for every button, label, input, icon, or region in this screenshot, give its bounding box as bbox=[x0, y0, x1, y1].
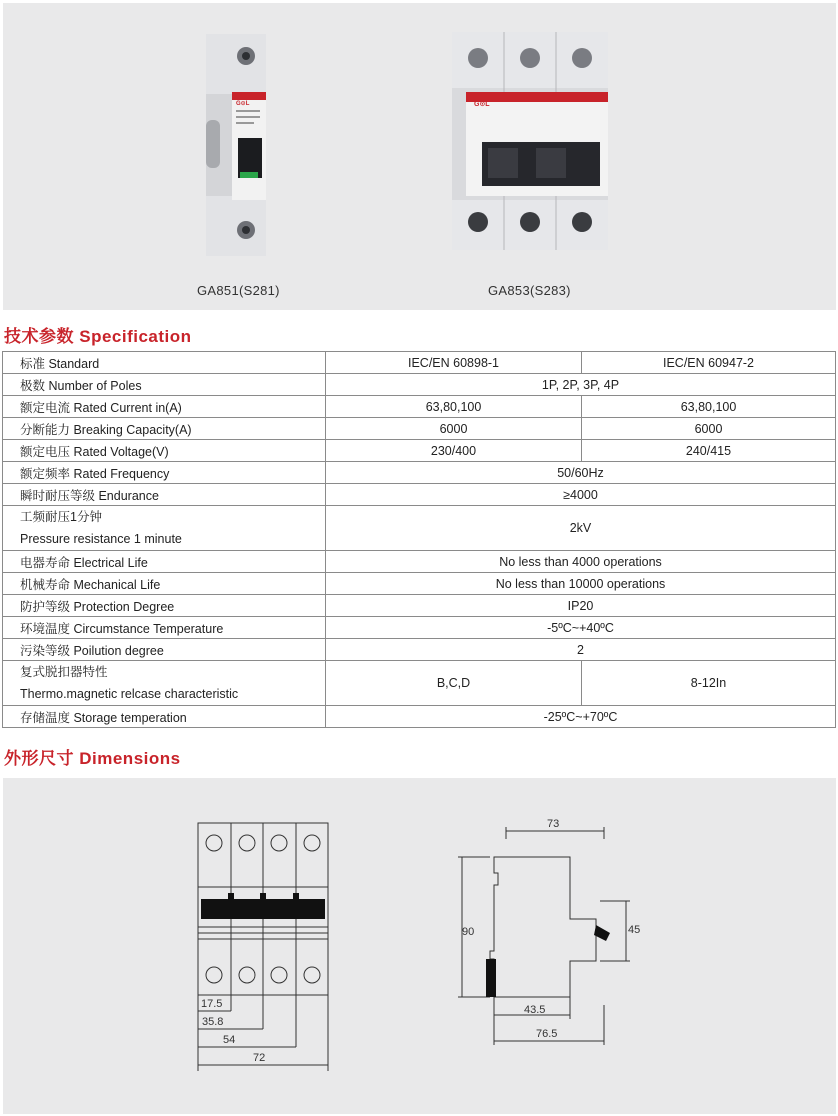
dim-section-title bbox=[4, 744, 181, 769]
spec-label-line2: Thermo.magnetic relcase characteristic bbox=[20, 687, 239, 701]
spec-row-pollution-degree bbox=[3, 639, 836, 661]
front-dim-35-8: 35.8 bbox=[202, 1016, 224, 1028]
spec-label: 防护等级 Protection Degree bbox=[3, 595, 326, 617]
spec-label: 电器寿命 Electrical Life bbox=[3, 551, 326, 573]
spec-label bbox=[3, 661, 326, 706]
breaker-1p-brand: G⊙L bbox=[236, 101, 250, 107]
spec-value: 2kV bbox=[326, 506, 836, 551]
breaker-3p-image bbox=[452, 32, 608, 250]
spec-label: 存储温度 Storage temperation bbox=[3, 706, 326, 728]
spec-label: 环境温度 Circumstance Temperature bbox=[3, 617, 326, 639]
spec-row-mechanical-life bbox=[3, 573, 836, 595]
side-dim-73: 73 bbox=[547, 818, 560, 830]
spec-label-line1: 复式脱扣器特性 bbox=[20, 665, 108, 679]
dim-title-cn: 外形尺寸 bbox=[4, 749, 74, 768]
spec-row-standard bbox=[3, 352, 836, 374]
dim-title-en: Dimensions bbox=[79, 749, 181, 768]
spec-row-frequency bbox=[3, 462, 836, 484]
spec-value: 63,80,100 bbox=[326, 396, 582, 418]
spec-value: 1P, 2P, 3P, 4P bbox=[326, 374, 836, 396]
side-dim-76-5: 76.5 bbox=[536, 1028, 558, 1040]
spec-row-electrical-life bbox=[3, 551, 836, 573]
spec-label: 额定电流 Rated Current in(A) bbox=[3, 396, 326, 418]
spec-label-line1: 工频耐压1分钟 bbox=[20, 510, 102, 524]
front-dim-17-5: 17.5 bbox=[201, 998, 223, 1010]
spec-label: 污染等级 Poilution degree bbox=[3, 639, 326, 661]
front-dim-54: 54 bbox=[223, 1034, 236, 1046]
spec-value: 240/415 bbox=[582, 440, 836, 462]
spec-label: 额定电压 Rated Voltage(V) bbox=[3, 440, 326, 462]
spec-value: B,C,D bbox=[326, 661, 582, 706]
spec-row-storage-temperature bbox=[3, 706, 836, 728]
spec-table bbox=[2, 351, 836, 728]
spec-label: 分断能力 Breaking Capacity(A) bbox=[3, 418, 326, 440]
spec-title-en: Specification bbox=[79, 327, 192, 346]
front-view-drawing bbox=[190, 815, 340, 1075]
spec-label bbox=[3, 506, 326, 551]
front-dim-72: 72 bbox=[253, 1052, 266, 1064]
spec-row-protection-degree bbox=[3, 595, 836, 617]
spec-row-thermo-magnetic bbox=[3, 661, 836, 706]
spec-value: 50/60Hz bbox=[326, 462, 836, 484]
spec-label: 极数 Number of Poles bbox=[3, 374, 326, 396]
side-dim-45: 45 bbox=[628, 924, 641, 936]
spec-value: -25ºC~+70ºC bbox=[326, 706, 836, 728]
spec-value: 6000 bbox=[326, 418, 582, 440]
spec-value: -5ºC~+40ºC bbox=[326, 617, 836, 639]
product-caption-3p: GA853(S283) bbox=[488, 283, 571, 298]
spec-value: IEC/EN 60947-2 bbox=[582, 352, 836, 374]
spec-row-endurance bbox=[3, 484, 836, 506]
breaker-1p-image bbox=[200, 34, 272, 256]
spec-value: 2 bbox=[326, 639, 836, 661]
spec-title-cn: 技术参数 bbox=[4, 327, 74, 346]
spec-label: 额定频率 Rated Frequency bbox=[3, 462, 326, 484]
spec-label: 瞬时耐压等级 Endurance bbox=[3, 484, 326, 506]
spec-value: 8-12In bbox=[582, 661, 836, 706]
spec-row-circumstance-temperature bbox=[3, 617, 836, 639]
spec-value: IEC/EN 60898-1 bbox=[326, 352, 582, 374]
spec-row-poles bbox=[3, 374, 836, 396]
side-dim-43-5: 43.5 bbox=[524, 1004, 546, 1016]
spec-value: No less than 4000 operations bbox=[326, 551, 836, 573]
spec-value: 6000 bbox=[582, 418, 836, 440]
product-photo-panel bbox=[3, 3, 836, 310]
spec-section-title bbox=[4, 322, 192, 347]
breaker-3p-brand: G⊙L bbox=[474, 101, 490, 108]
spec-value: IP20 bbox=[326, 595, 836, 617]
spec-row-rated-voltage bbox=[3, 440, 836, 462]
spec-value: 63,80,100 bbox=[582, 396, 836, 418]
spec-label-line2: Pressure resistance 1 minute bbox=[20, 532, 182, 546]
spec-row-rated-current bbox=[3, 396, 836, 418]
product-caption-1p: GA851(S281) bbox=[197, 283, 280, 298]
dimensions-panel bbox=[3, 778, 836, 1114]
spec-row-breaking-capacity bbox=[3, 418, 836, 440]
spec-value: 230/400 bbox=[326, 440, 582, 462]
spec-label: 标准 Standard bbox=[3, 352, 326, 374]
side-view-drawing bbox=[450, 815, 650, 1050]
side-dim-90: 90 bbox=[462, 926, 475, 938]
spec-value: ≥4000 bbox=[326, 484, 836, 506]
spec-row-pressure-resistance bbox=[3, 506, 836, 551]
spec-label: 机械寿命 Mechanical Life bbox=[3, 573, 326, 595]
spec-value: No less than 10000 operations bbox=[326, 573, 836, 595]
